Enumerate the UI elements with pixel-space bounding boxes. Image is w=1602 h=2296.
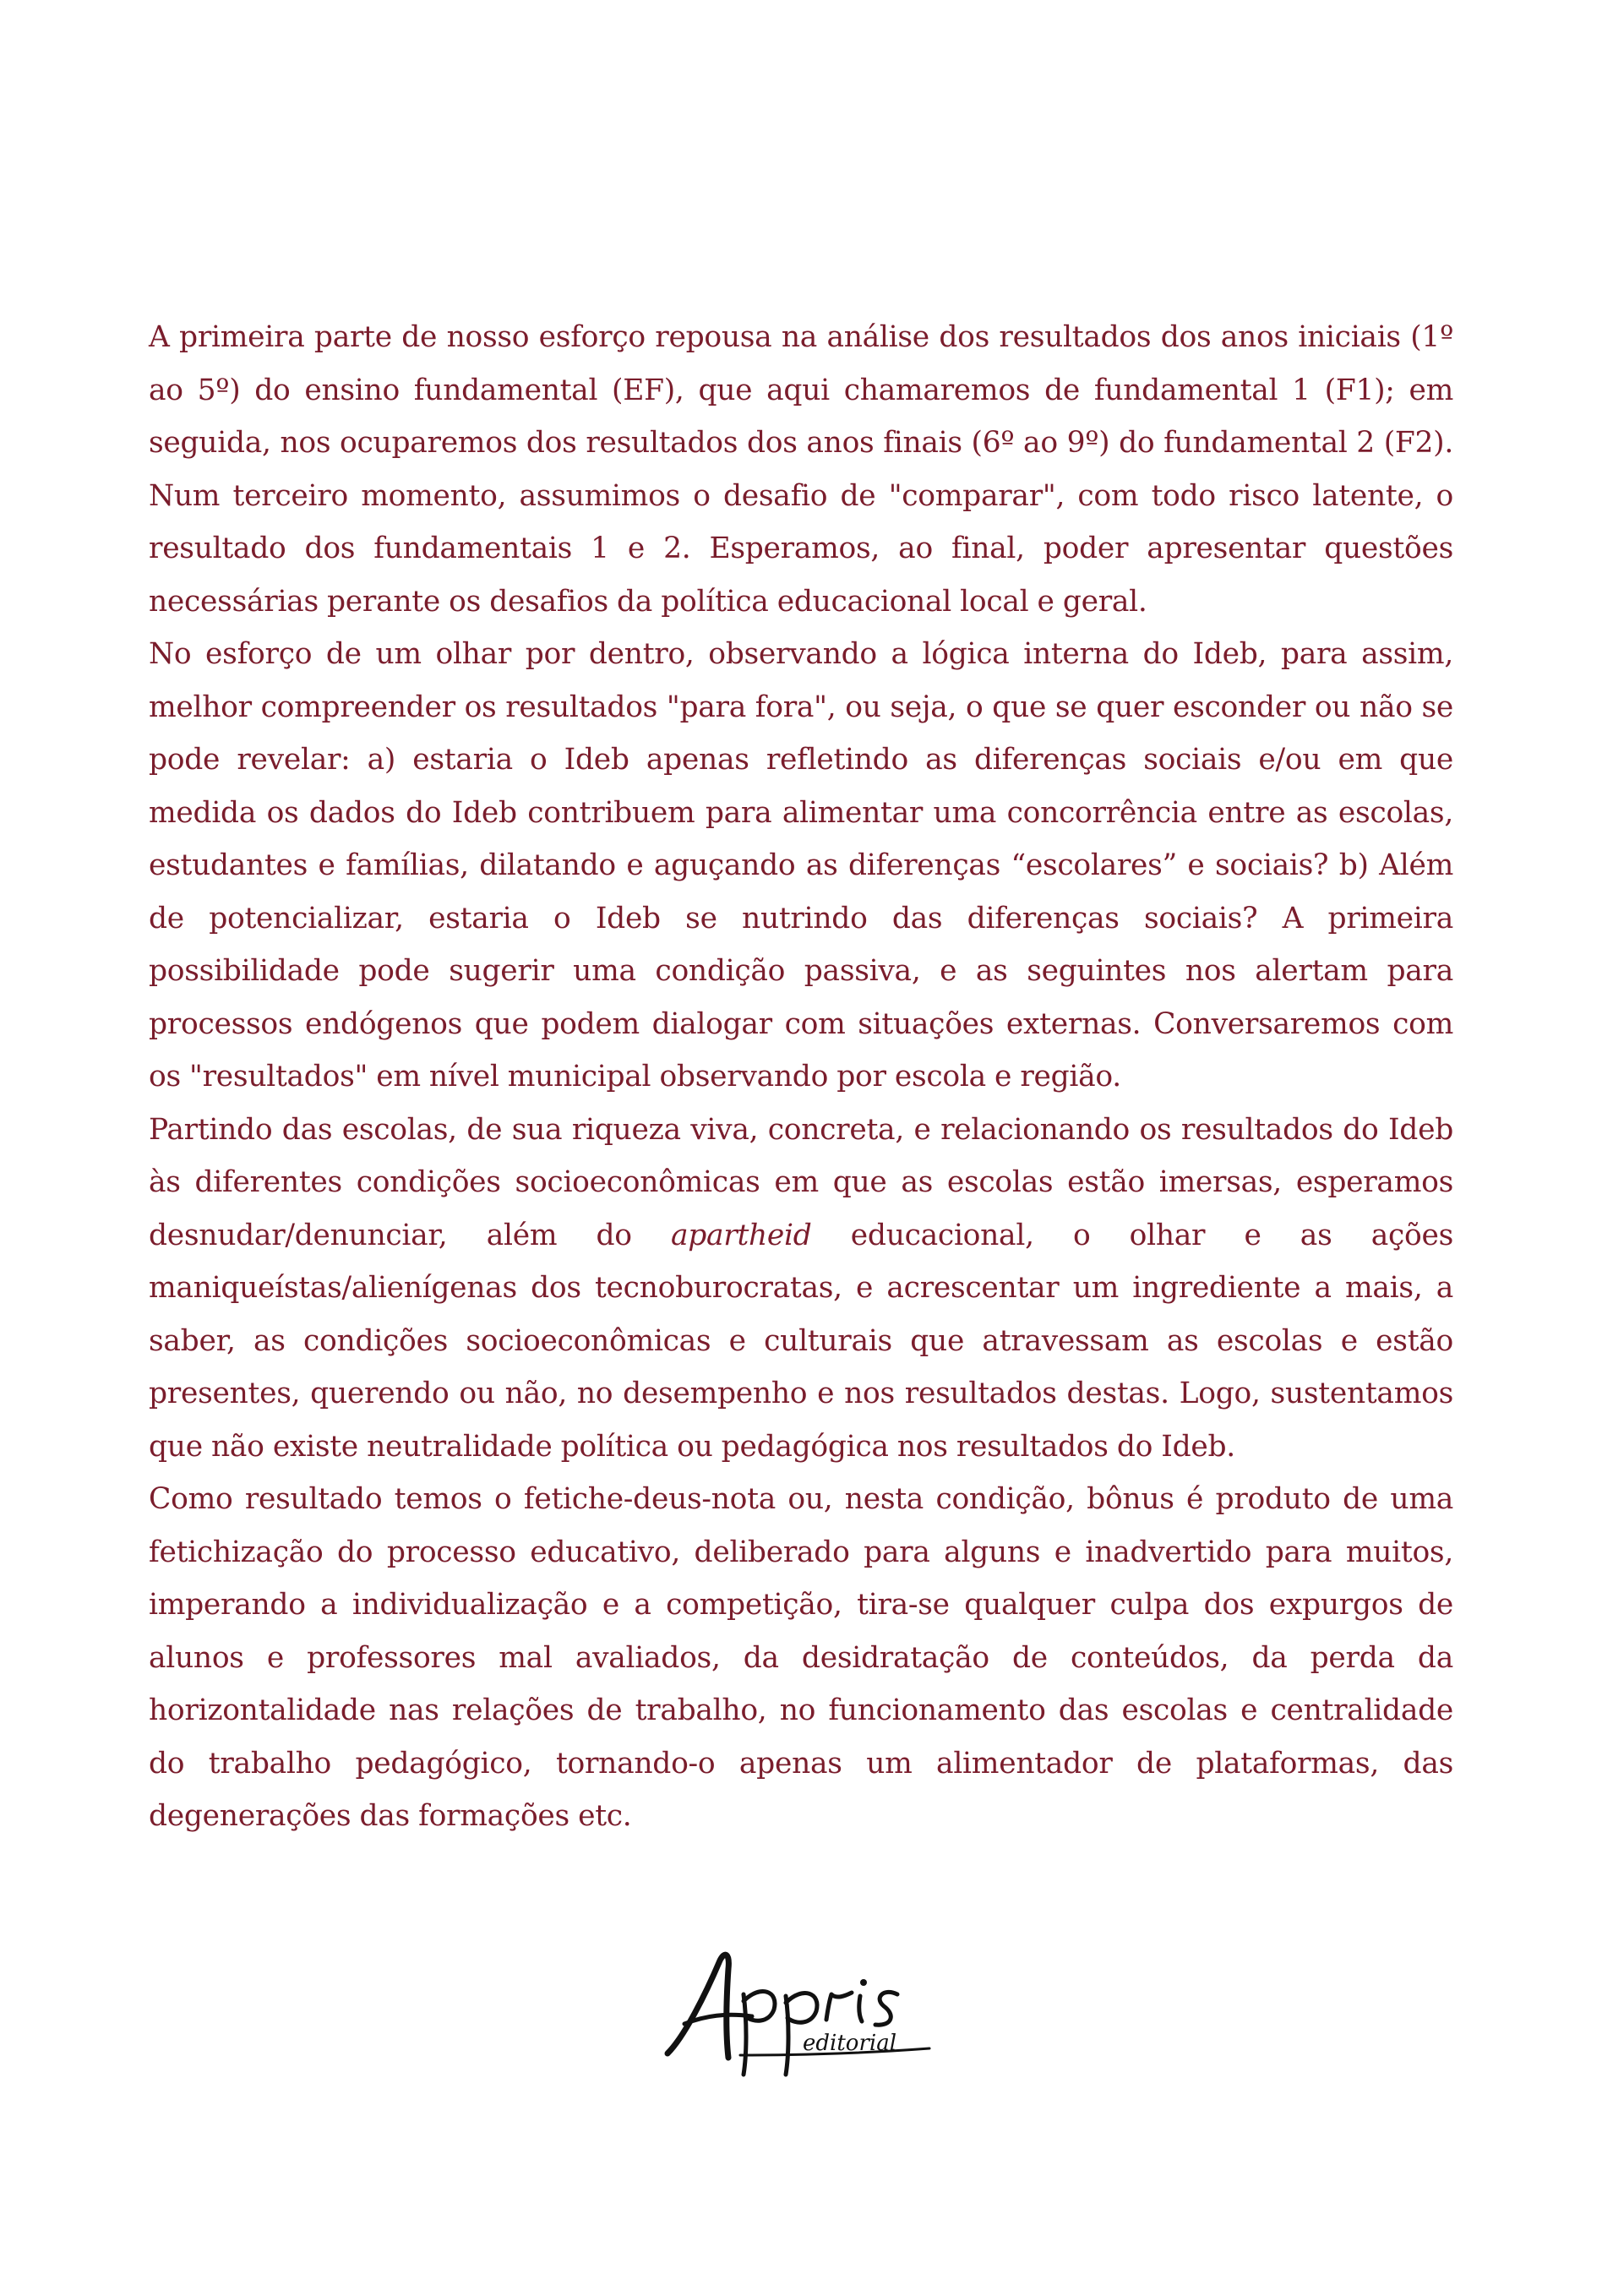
- appris-editorial-logo: [659, 1935, 946, 2079]
- paragraph-3-part-2: educacional, o olhar e as ações maniqueístas/alienígenas dos tecnoburocratas, e acrescentar um ingrediente a mais, a saber, as condições socioeconômicas e culturais que atravessam as escolas e estão presentes, querendo ou não, no desempenho e nos resultados destas. Logo, sustentamos que não existe neutralidade política ou pedagógica nos resultados do Ideb.: [149, 1218, 1453, 1464]
- paragraph-4: Como resultado temos o fetiche-deus-nota ou, nesta condição, bônus é produto de uma fetichização do processo educativo, deliberado para alguns e inadvertido para muitos, imperando a individualização e a competição, tira-se qualquer culpa dos expurgos de alunos e professores mal avaliados, da desidratação de conteúdos, da perda da horizontalidade nas relações de trabalho, no funcionamento das escolas e centralidade do trabalho pedagógico, tornando-o apenas um alimentador de plataformas, das degenerações das formações etc.: [149, 1482, 1453, 1833]
- body-text: [149, 311, 1453, 1843]
- paragraph-2: No esforço de um olhar por dentro, observando a lógica interna do Ideb, para assim, melhor compreender os resultados "para fora", ou seja, o que se quer esconder ou não se pode revelar: a) estaria o Ideb apenas refletindo as diferenças sociais e/ou em que medida os dados do Ideb contribuem para alimentar uma concorrência entre as escolas, estudantes e famílias, dilatando e aguçando as diferenças “escolares” e sociais? b) Além de potencializar, estaria o Ideb se nutrindo das diferenças sociais? A primeira possibilidade pode sugerir uma condição passiva, e as seguintes nos alertam para processos endógenos que podem dialogar com situações externas. Conversaremos com os "resultados" em nível municipal observando por escola e região.: [149, 637, 1453, 1093]
- paragraph-1: A primeira parte de nosso esforço repousa na análise dos resultados dos anos iniciais (1º ao 5º) do ensino fundamental (EF), que aqui chamaremos de fundamental 1 (F1); em seguida, nos ocuparemos dos resultados dos anos finais (6º ao 9º) do fundamental 2 (F2). Num terceiro momento, assumimos o desafio de "comparar", com todo risco latente, o resultado dos fundamentais 1 e 2. Esperamos, ao final, poder apresentar questões necessárias perante os desafios da política educacional local e geral.: [149, 320, 1453, 619]
- paragraph-3-part-1: Partindo das escolas, de sua riqueza viva, concreta, e relacionando os resultados do Ideb às diferentes condições socioeconômicas em que as escolas estão imersas, esperamos desnudar/denunciar, além do: [149, 1112, 1453, 1252]
- logo-dot: [860, 1979, 867, 1986]
- logo-graphic: [659, 1935, 946, 2079]
- italic-term-apartheid: apartheid: [670, 1218, 812, 1252]
- logo-tagline: editorial: [803, 2031, 897, 2056]
- paragraph-3: [149, 1104, 1453, 1474]
